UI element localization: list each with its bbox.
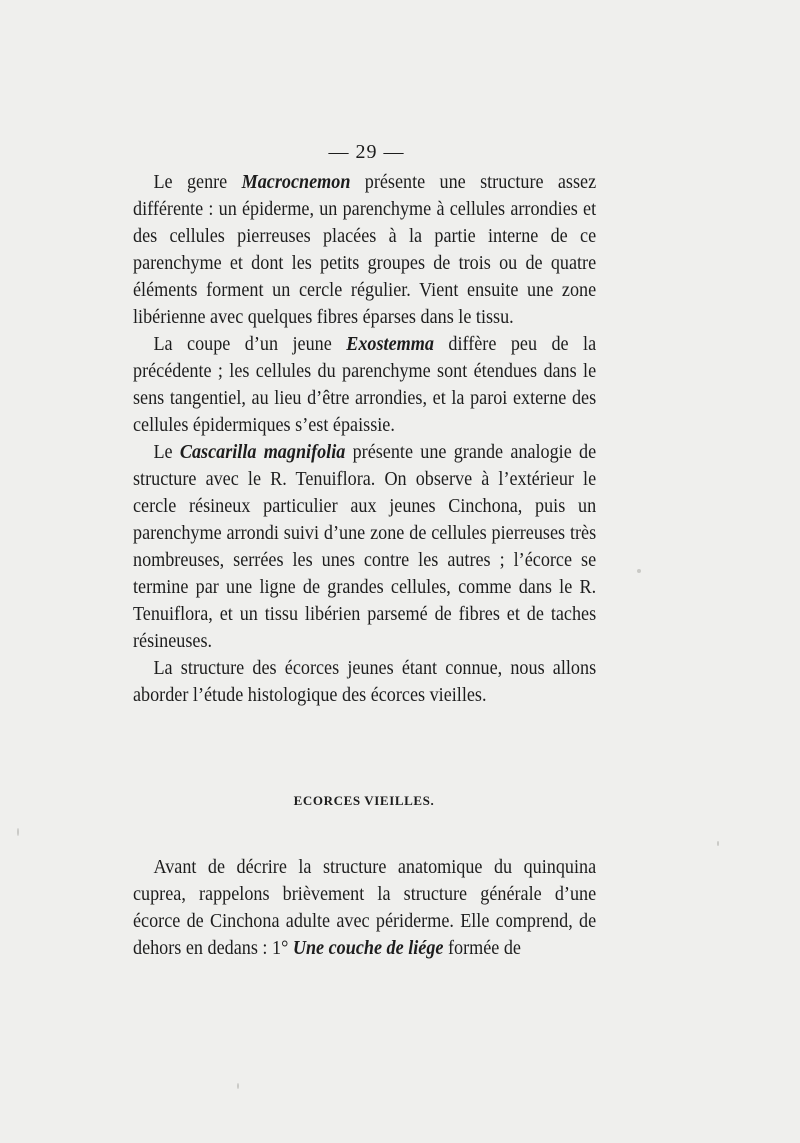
paragraph-cascarilla bbox=[133, 439, 596, 655]
paper-speck bbox=[717, 841, 719, 846]
italic-term: Exostemma bbox=[346, 334, 434, 355]
page-number: — 29 — bbox=[328, 141, 405, 163]
text-run: Avant de décrire la structure anatomique du quinquina cuprea, rappelons brièvement la structure générale d’une écorce de Cinchona adulte avec périderme. Elle comprend, de dehors en dedans : 1° bbox=[133, 857, 597, 959]
italic-term: Macrocnemon bbox=[241, 172, 351, 193]
text-run: Le bbox=[153, 442, 180, 463]
paragraph-cuprea bbox=[133, 854, 596, 962]
paragraph-exostemma bbox=[133, 331, 596, 439]
paper-speck bbox=[637, 569, 641, 573]
text-run: formée de bbox=[443, 938, 521, 959]
italic-term: Cascarilla magnifolia bbox=[179, 442, 346, 463]
text-run: présente une grande analogie de structure avec le R. Tenuiflora. On observe à l’extérieur le cercle résineux particulier aux jeunes Cinchona, puis un parenchyme arrondi suivi d’une zone de cellules pierreuses très nombreuses, serrées les unes contre les autres ; l’écorce se termine par une ligne de grandes cellules, comme dans le R. Tenuiflora, et un tissu libérien parsemé de fibres et de taches résineuses. bbox=[133, 442, 597, 652]
paper-speck bbox=[237, 1083, 239, 1089]
text-run: diffère peu de la précédente ; les cellules du parenchyme sont étendues dans le sens tangentiel, au lieu d’être arrondies, et la paroi externe des cellules épidermiques s’est épaissie. bbox=[133, 334, 597, 436]
text-run: La structure des écorces jeunes étant connue, nous allons aborder l’étude histologique des écorces vieilles. bbox=[133, 658, 597, 706]
paragraph-transition bbox=[133, 655, 596, 709]
text-block-lower bbox=[133, 854, 596, 962]
text-run: présente une structure assez différente : un épiderme, un parenchyme à cellules arrondies et des cellules pierreuses placées à la partie interne de ce parenchyme et dont les petits groupes de trois ou de quatre éléments forment un cercle régulier. Vient ensuite une zone libérienne avec quelques fibres éparses dans le tissu. bbox=[133, 172, 597, 328]
text-block-upper bbox=[133, 169, 596, 709]
text-run: La coupe d’un jeune bbox=[153, 334, 347, 355]
italic-term: Une couche de liége bbox=[292, 938, 444, 959]
section-heading: ECORCES VIEILLES. bbox=[293, 793, 435, 808]
paragraph-macrocnemon bbox=[133, 169, 596, 331]
paper-speck bbox=[17, 828, 19, 836]
text-run: Le genre bbox=[153, 172, 242, 193]
